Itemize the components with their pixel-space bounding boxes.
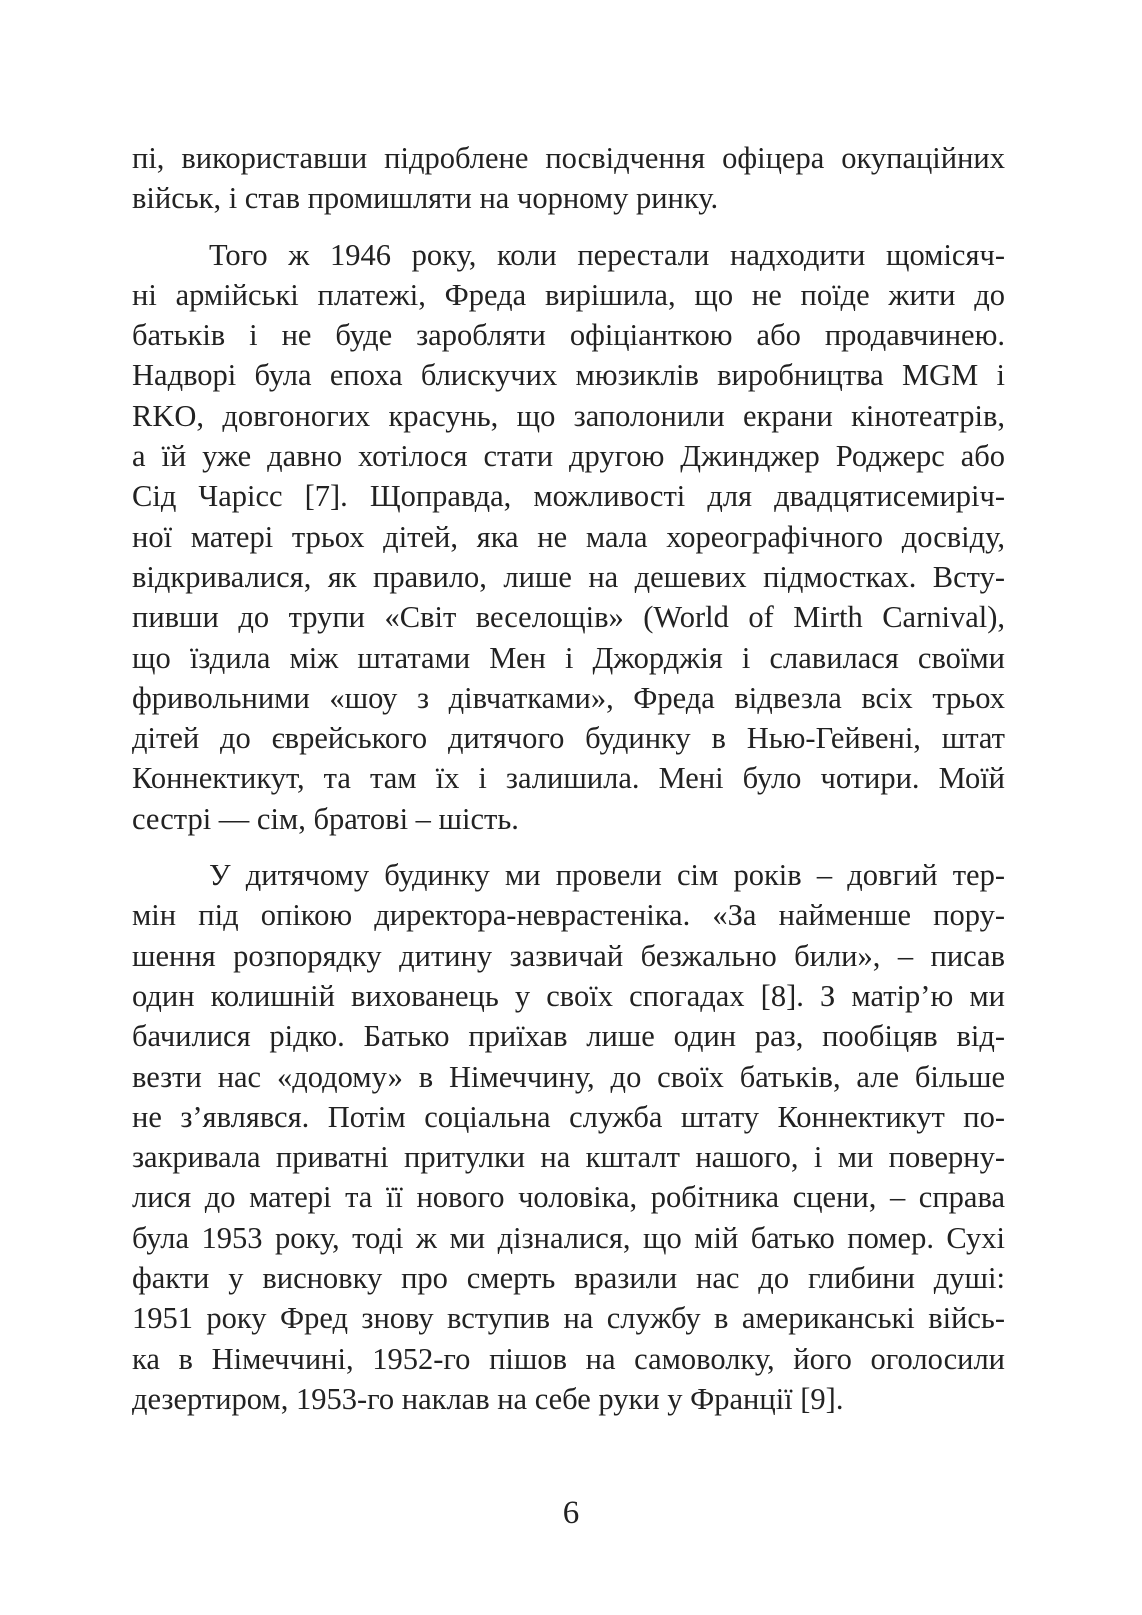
text-line: сестрі — сім, братові – шість.: [132, 801, 519, 836]
text-line: пі, використавши підроблене посвідчення офіцера окупаційних: [132, 141, 1005, 175]
text-line: факти у висновку про смерть вразили нас до глибини душі:: [132, 1261, 1005, 1296]
paragraph-1: [132, 138, 1005, 219]
text-line: Сід Чарісс [7]. Щоправда, можливості для двадцятисемиріч-: [132, 479, 1005, 514]
text-line: ної матері трьох дітей, яка не мала хореографічного досвіду,: [132, 519, 1005, 554]
text-line: пивши до трупи «Світ веселощів» (World of Mirth Carnival),: [132, 600, 1005, 635]
text-line: мін під опікою директора-неврастеніка. «За найменше пору-: [132, 898, 1005, 933]
text-line: бачилися рідко. Батько приїхав лише один раз, пообіцяв від-: [132, 1019, 1005, 1054]
text-line: один колишній вихованець у своїх спогадах [8]. З матір’ю ми: [132, 978, 1005, 1013]
text-line: Надворі була епоха блискучих мюзиклів виробництва MGM і: [132, 358, 1005, 393]
text-line: дітей до єврейського дитячого будинку в Нью-Гейвені, штат: [132, 721, 1005, 756]
text-line: Того ж 1946 року, коли перестали надходити щомісяч-: [209, 237, 1005, 272]
text-line: У дитячому будинку ми провели сім років – довгий тер-: [209, 858, 1005, 893]
text-line: військ, і став промишляти на чорному ринку.: [132, 181, 719, 216]
text-line: везти нас «додому» в Німеччину, до своїх батьків, але більше: [132, 1059, 1005, 1094]
text-line: лися до матері та її нового чоловіка, робітника сцени, – справа: [132, 1180, 1005, 1215]
text-line: а їй уже давно хотілося стати другою Джинджер Роджерс або: [132, 439, 1005, 474]
body-text: [132, 138, 1005, 1419]
text-line: 1951 року Фред знову вступив на службу в американські війсь-: [132, 1301, 1005, 1336]
text-line: ка в Німеччині, 1952-го пішов на самоволку, його оголосили: [132, 1341, 1005, 1376]
text-line: була 1953 року, тоді ж ми дізналися, що мій батько помер. Сухі: [132, 1220, 1005, 1255]
text-line: відкривалися, як правило, лише на дешевих підмостках. Всту-: [132, 559, 1005, 594]
text-line: шення розпорядку дитину зазвичай безжально били», – писав: [132, 938, 1005, 973]
text-line: закривала приватні притулки на кшталт нашого, і ми поверну-: [132, 1140, 1005, 1175]
text-line: дезертиром, 1953-го наклав на себе руки у Франції [9].: [132, 1381, 844, 1416]
text-line: фривольними «шоу з дівчатками», Фреда відвезла всіх трьох: [132, 680, 1005, 715]
text-line: що їздила між штатами Мен і Джорджія і славилася своїми: [132, 640, 1005, 675]
paragraph-3: [132, 855, 1005, 1419]
text-line: батьків і не буде заробляти офіціанткою або продавчинею.: [132, 318, 1005, 353]
text-line: Коннектикут, та там їх і залишила. Мені було чотири. Моїй: [132, 761, 1005, 796]
paragraph-2: [132, 235, 1005, 839]
text-line: ні армійські платежі, Фреда вирішила, що не поїде жити до: [132, 277, 1005, 312]
text-line: RKO, довгоногих красунь, що заполонили екрани кінотеатрів,: [132, 398, 1005, 433]
page-number: 6: [562, 1495, 580, 1531]
text-line: не з’являвся. Потім соціальна служба штату Коннектикут по-: [132, 1099, 1005, 1134]
